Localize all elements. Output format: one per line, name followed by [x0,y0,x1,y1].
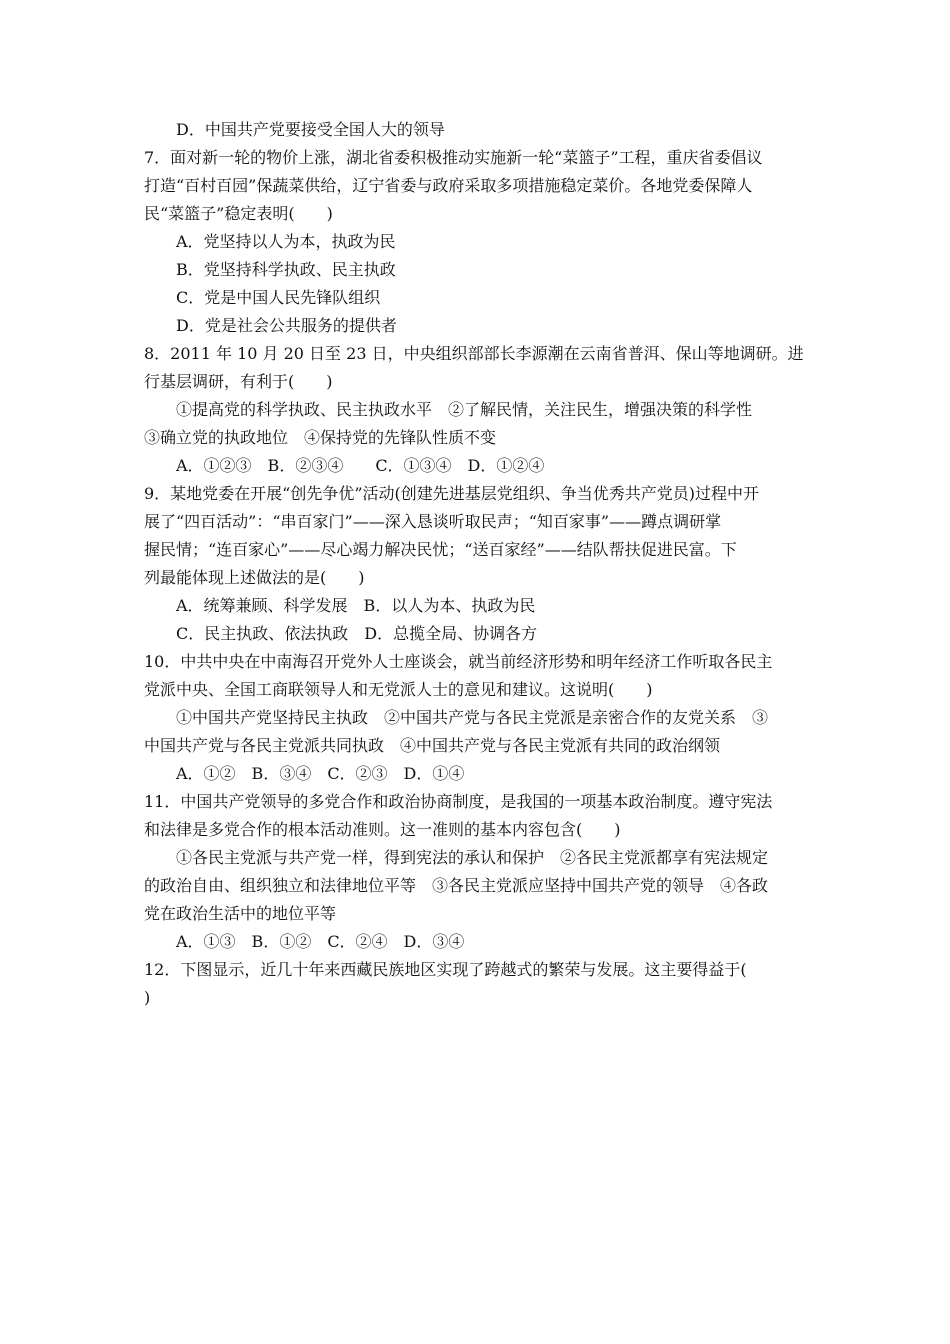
q7-option-c: C．党是中国人民先锋队组织 [176,288,381,307]
q9-stem-line-4: 列最能体现上述做法的是( ) [144,568,365,587]
q8-stem-line-1: 8．2011 年 10 月 20 日至 23 日，中央组织部部长李源潮在云南省普洱、保山等地调研。进 [144,344,804,363]
q11-statements-line-3: 党在政治生活中的地位平等 [144,904,337,923]
q7-stem-line-3: 民“菜篮子”稳定表明( ) [144,204,333,223]
q12-stem-line-1: 12．下图显示，近几十年来西藏民族地区实现了跨越式的繁荣与发展。这主要得益于( [144,960,747,979]
q9-stem-line-3: 握民情；“连百家心”——尽心竭力解决民忧；“送百家经”——结队帮扶促进民富。下 [144,540,737,559]
q10-statements-line-1: ①中国共产党坚持民主执政 ②中国共产党与各民主党派是亲密合作的友党关系 ③ [176,708,769,727]
q6-option-d: D．中国共产党要接受全国人大的领导 [176,120,445,139]
q12-stem-line-2: ) [144,988,151,1007]
q7-option-b: B．党坚持科学执政、民主执政 [176,260,396,279]
q7-option-a: A．党坚持以人为本，执政为民 [176,232,396,251]
q10-statements-line-2: 中国共产党与各民主党派共同执政 ④中国共产党与各民主党派有共同的政治纲领 [144,736,721,755]
q11-options: A．①③ B．①② C．②④ D．③④ [176,932,465,951]
q7-stem-line-2: 打造“百村百园”保蔬菜供给，辽宁省委与政府采取多项措施稳定菜价。各地党委保障人 [144,176,753,195]
q8-options: A．①②③ B．②③④ C．①③④ D．①②④ [176,456,545,475]
q11-stem-line-2: 和法律是多党合作的根本活动准则。这一准则的基本内容包含( ) [144,820,621,839]
q9-options-cd: C．民主执政、依法执政 D．总揽全局、协调各方 [176,624,538,643]
q11-statements-line-2: 的政治自由、组织独立和法律地位平等 ③各民主党派应坚持中国共产党的领导 ④各政 [144,876,769,895]
q10-options: A．①② B．③④ C．②③ D．①④ [176,764,465,783]
q9-stem-line-2: 展了“四百活动”：“串百家门”——深入恳谈听取民声；“知百家事”——蹲点调研掌 [144,512,722,531]
q7-stem-line-1: 7．面对新一轮的物价上涨，湖北省委积极推动实施新一轮“菜篮子”工程，重庆省委倡议 [144,148,763,167]
q8-statements-line-2: ③确立党的执政地位 ④保持党的先锋队性质不变 [144,428,497,447]
q9-options-ab: A．统筹兼顾、科学发展 B．以人为本、执政为民 [176,596,536,615]
q11-statements-line-1: ①各民主党派与共产党一样，得到宪法的承认和保护 ②各民主党派都享有宪法规定 [176,848,769,867]
q10-stem-line-1: 10．中共中央在中南海召开党外人士座谈会，就当前经济形势和明年经济工作听取各民主 [144,652,773,671]
q11-stem-line-1: 11．中国共产党领导的多党合作和政治协商制度，是我国的一项基本政治制度。遵守宪法 [144,792,773,811]
q8-statements-line-1: ①提高党的科学执政、民主执政水平 ②了解民情，关注民生，增强决策的科学性 [176,400,753,419]
q7-option-d: D．党是社会公共服务的提供者 [176,316,397,335]
q9-stem-line-1: 9．某地党委在开展“创先争优”活动(创建先进基层党组织、争当优秀共产党员)过程中开 [144,484,760,503]
q8-stem-line-2: 行基层调研，有利于( ) [144,372,333,391]
q10-stem-line-2: 党派中央、全国工商联领导人和无党派人士的意见和建议。这说明( ) [144,680,653,699]
